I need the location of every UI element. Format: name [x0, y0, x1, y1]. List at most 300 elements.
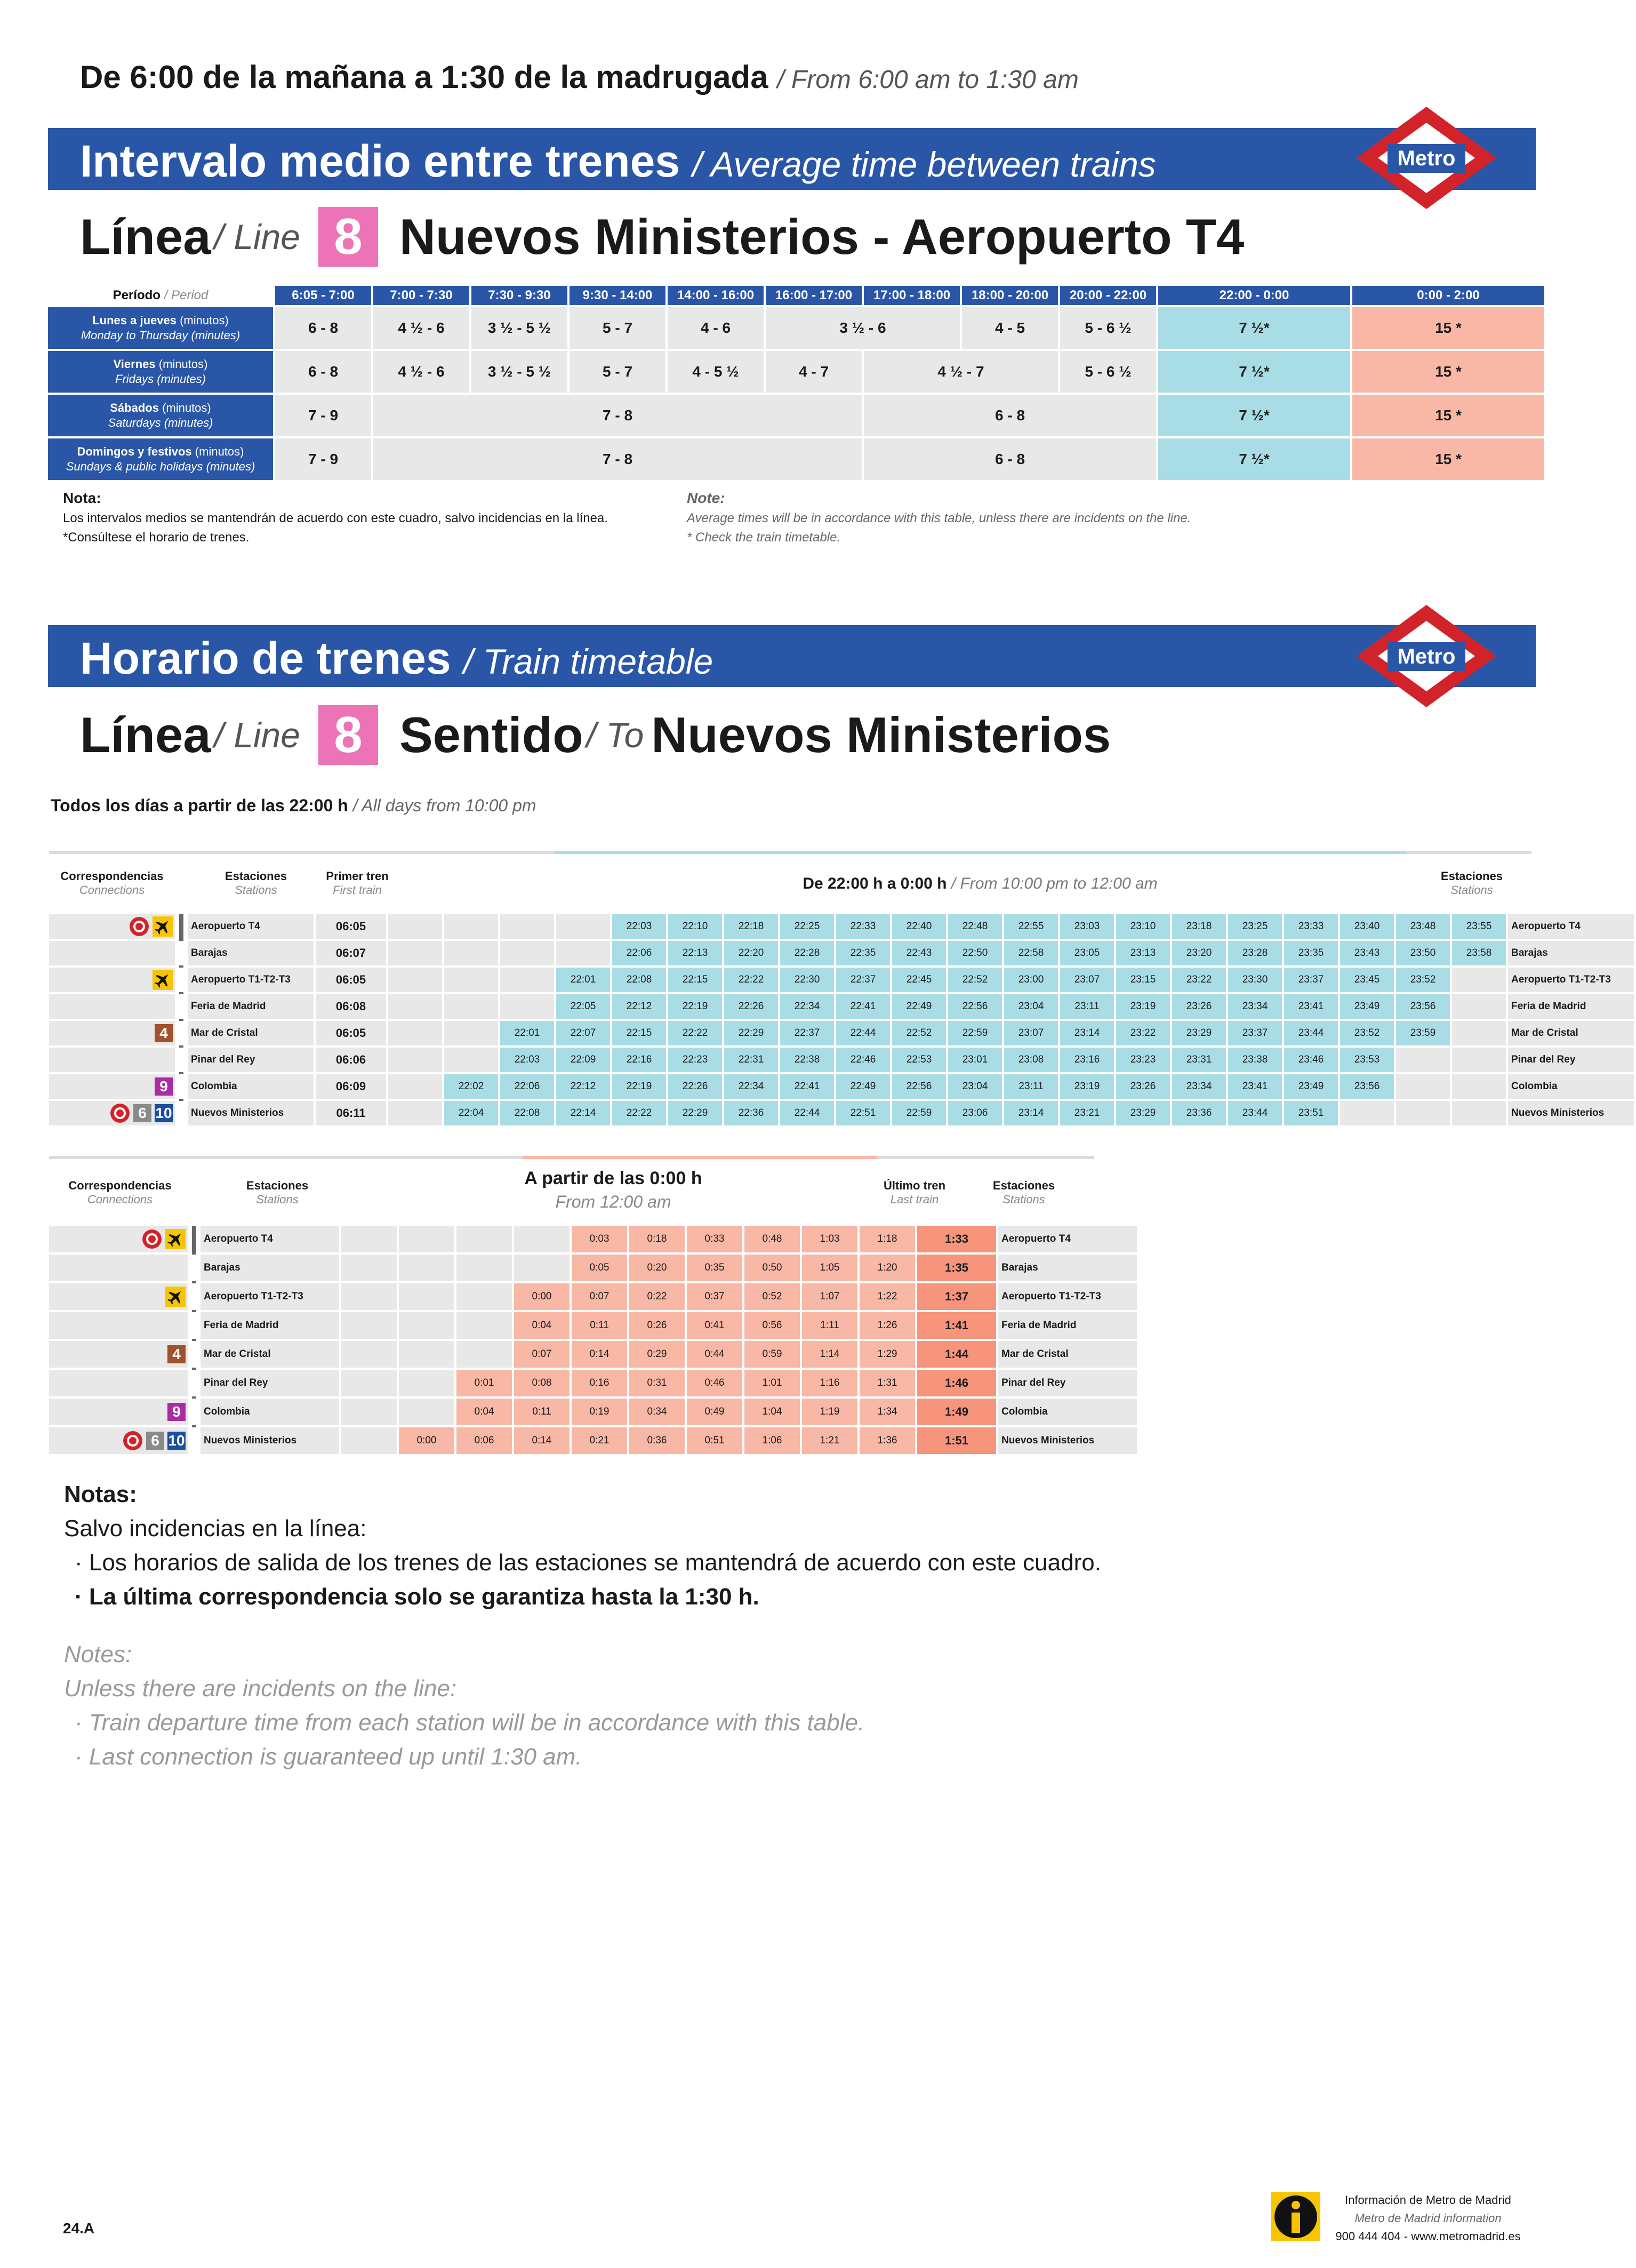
- period-header: Período / Period: [48, 286, 273, 305]
- departure-time: 23:06: [948, 1101, 1002, 1125]
- line-6-badge: 6: [133, 1104, 151, 1122]
- departure-time: [444, 1021, 498, 1045]
- departure-time: [1452, 994, 1506, 1019]
- station-name: Barajas: [998, 1255, 1137, 1281]
- departure-time: [388, 1101, 442, 1125]
- departure-time: 23:26: [1172, 994, 1226, 1019]
- connections-cell: [49, 1399, 188, 1425]
- station-name: Mar de Cristal: [201, 1341, 339, 1368]
- departure-time: 23:04: [1004, 994, 1058, 1019]
- departure-time: 23:36: [1172, 1101, 1226, 1125]
- airport-icon: [165, 1229, 186, 1249]
- departure-time: 0:11: [572, 1312, 627, 1339]
- station-name: Aeropuerto T1-T2-T3: [1508, 968, 1634, 992]
- departure-time: 23:41: [1228, 1074, 1282, 1099]
- departure-time: 22:25: [780, 914, 834, 939]
- table-row: [49, 1341, 1137, 1368]
- departure-time: [1452, 1048, 1506, 1072]
- station-name: Nuevos Ministerios: [201, 1427, 339, 1454]
- last-train-time: 1:41: [917, 1312, 996, 1339]
- h-after-midnight: A partir de las 0:00 h From 12:00 am: [524, 1168, 702, 1211]
- station-name: Colombia: [188, 1074, 314, 1099]
- direction-arrow: [190, 1312, 198, 1339]
- direction-arrow: [177, 994, 186, 1019]
- destination: Nuevos Ministerios: [651, 707, 1111, 763]
- departure-time: 23:56: [1340, 1074, 1394, 1099]
- line-label-en: / Line: [214, 217, 300, 257]
- period-col: 18:00 - 20:00: [962, 286, 1058, 305]
- departure-time: 23:59: [1396, 1021, 1450, 1045]
- station-name: Aeropuerto T4: [1508, 914, 1634, 939]
- connections-cell: [49, 1226, 188, 1252]
- departure-time: 23:10: [1116, 914, 1170, 939]
- period-col: 6:05 - 7:00: [275, 286, 371, 305]
- departure-time: 22:41: [780, 1074, 834, 1099]
- notes-en: Notes: Unless there are incidents on the line: · Train departure time from each station will be in accordance with this table. · Last connection is guaranteed up until 1:30 am.: [64, 1641, 865, 1770]
- station-name: Aeropuerto T4: [998, 1226, 1137, 1252]
- departure-time: 22:22: [724, 968, 778, 992]
- line-9-badge: 9: [155, 1077, 173, 1096]
- row-label: Domingos y festivos (minutos) Sundays & public holidays (minutes): [48, 438, 273, 480]
- departure-time: 0:31: [629, 1370, 685, 1396]
- departure-time: [341, 1370, 397, 1396]
- departure-time: 23:18: [1172, 914, 1226, 939]
- departure-time: [399, 1399, 454, 1425]
- table-row: Lunes a jueves (minutos) Monday to Thursday (minutes) 6 - 8 4 ½ - 6 3 ½ - 5 ½ 5 - 7 4 - 6 3 ½ - 6 4 - 5 5 - 6 ½ 7 ½* 15 *: [48, 307, 1544, 349]
- departure-time: 22:44: [836, 1021, 890, 1045]
- last-train-time: 1:37: [917, 1283, 996, 1310]
- station-name: Aeropuerto T1-T2-T3: [998, 1283, 1137, 1310]
- line-10-badge: 10: [155, 1105, 172, 1121]
- interval-band: [48, 128, 1536, 190]
- station-name: Aeropuerto T1-T2-T3: [201, 1283, 339, 1310]
- departure-time: 0:20: [629, 1255, 685, 1281]
- station-name: Feria de Madrid: [1508, 994, 1634, 1019]
- airport-icon: [153, 916, 173, 937]
- night-timetable: [47, 1224, 1139, 1456]
- departure-time: 0:46: [687, 1370, 742, 1396]
- departure-time: 22:15: [668, 968, 722, 992]
- station-name: Nuevos Ministerios: [188, 1101, 314, 1125]
- departure-time: 22:01: [556, 968, 610, 992]
- departure-time: 22:19: [612, 1074, 666, 1099]
- departure-time: [388, 968, 442, 992]
- departure-time: 0:49: [687, 1399, 742, 1425]
- departure-time: 0:36: [629, 1427, 685, 1454]
- departure-time: 23:03: [1060, 914, 1114, 939]
- departure-time: 0:37: [687, 1283, 742, 1310]
- service-hours: [80, 59, 1079, 95]
- h-stations: Estaciones Stations: [246, 1179, 309, 1206]
- table-row: Domingos y festivos (minutos) Sundays & public holidays (minutes) 7 - 9 7 - 8 6 - 8 7 ½* 15 *: [48, 438, 1544, 480]
- departure-time: [444, 1048, 498, 1072]
- departure-time: 1:20: [860, 1255, 915, 1281]
- departure-time: [456, 1283, 512, 1310]
- station-name: Feria de Madrid: [998, 1312, 1137, 1339]
- departure-time: 23:53: [1340, 1048, 1394, 1072]
- departure-time: 22:34: [780, 994, 834, 1019]
- departure-time: [1396, 1074, 1450, 1099]
- connections-cell: [49, 914, 175, 939]
- departure-time: 22:06: [612, 941, 666, 965]
- departure-time: 23:33: [1284, 914, 1338, 939]
- departure-time: [1452, 1101, 1506, 1125]
- departure-time: 22:38: [780, 1048, 834, 1072]
- direction-arrow: [177, 914, 186, 939]
- departure-time: 22:58: [1004, 941, 1058, 965]
- table-row: [49, 914, 1634, 939]
- connections-cell: [49, 941, 175, 965]
- last-train-time: 1:44: [917, 1341, 996, 1368]
- departure-time: 23:05: [1060, 941, 1114, 965]
- first-train-time: 06:06: [316, 1048, 386, 1072]
- info-icon: [1271, 2192, 1320, 2241]
- connections-cell: [49, 1341, 188, 1368]
- departure-time: 22:37: [836, 968, 890, 992]
- departure-time: 22:59: [892, 1101, 946, 1125]
- departure-time: 0:29: [629, 1341, 685, 1368]
- table-row: [49, 1255, 1137, 1281]
- departure-time: [556, 941, 610, 965]
- departure-time: 22:45: [892, 968, 946, 992]
- departure-time: 22:23: [668, 1048, 722, 1072]
- departure-time: 22:56: [948, 994, 1002, 1019]
- h-connections: Correspondencias Connections: [68, 1179, 172, 1206]
- departure-time: 22:44: [780, 1101, 834, 1125]
- line-10-badge: 10: [168, 1432, 185, 1449]
- departure-time: 23:01: [948, 1048, 1002, 1072]
- departure-time: 1:26: [860, 1312, 915, 1339]
- period-col: 7:30 - 9:30: [471, 286, 567, 305]
- departure-time: 0:19: [572, 1399, 627, 1425]
- table-row: [49, 1074, 1634, 1099]
- period-col: 9:30 - 14:00: [570, 286, 665, 305]
- direction-arrow: [177, 968, 186, 992]
- departure-time: 23:37: [1228, 1021, 1282, 1045]
- departure-time: 22:14: [556, 1101, 610, 1125]
- renfe-cercanias-icon: [123, 1431, 143, 1451]
- departure-time: 23:23: [1116, 1048, 1170, 1072]
- departure-time: 22:09: [556, 1048, 610, 1072]
- h-connections: Correspondencias Connections: [60, 869, 164, 897]
- departure-time: 23:35: [1284, 941, 1338, 965]
- departure-time: [341, 1427, 397, 1454]
- departure-time: 0:35: [687, 1255, 742, 1281]
- station-name: Aeropuerto T4: [188, 914, 314, 939]
- departure-time: 22:29: [724, 1021, 778, 1045]
- departure-time: 22:34: [724, 1074, 778, 1099]
- departure-time: 23:14: [1004, 1101, 1058, 1125]
- departure-time: 22:22: [612, 1101, 666, 1125]
- table-row: [49, 994, 1634, 1019]
- departure-time: 23:58: [1452, 941, 1506, 965]
- departure-time: 22:55: [1004, 914, 1058, 939]
- departure-time: 1:18: [860, 1226, 915, 1252]
- table-row: [49, 1370, 1137, 1396]
- departure-time: 22:13: [668, 941, 722, 965]
- station-name: Nuevos Ministerios: [998, 1427, 1137, 1454]
- table-row: [49, 1399, 1137, 1425]
- footer-info: Información de Metro de Madrid Metro de Madrid information 900 444 404 - www.metromadrid.es: [1327, 2191, 1529, 2246]
- metro-logo: [1354, 105, 1498, 211]
- station-name: Nuevos Ministerios: [1508, 1101, 1634, 1125]
- departure-time: 0:11: [514, 1399, 570, 1425]
- departure-time: 0:56: [744, 1312, 800, 1339]
- departure-time: 22:19: [668, 994, 722, 1019]
- direction-arrow: [190, 1283, 198, 1310]
- departure-time: 23:31: [1172, 1048, 1226, 1072]
- departure-time: 0:33: [687, 1226, 742, 1252]
- departure-time: 23:21: [1060, 1101, 1114, 1125]
- departure-time: [444, 994, 498, 1019]
- departure-time: 1:05: [802, 1255, 857, 1281]
- departure-time: 23:11: [1060, 994, 1114, 1019]
- sentido-label: Sentido: [399, 707, 583, 763]
- departure-time: 22:10: [668, 914, 722, 939]
- departure-time: 0:22: [629, 1283, 685, 1310]
- departure-time: 23:48: [1396, 914, 1450, 939]
- period-col: 7:00 - 7:30: [373, 286, 469, 305]
- direction-arrow: [190, 1427, 198, 1454]
- direction-arrow: [190, 1226, 198, 1252]
- departure-time: 22:28: [780, 941, 834, 965]
- line-6-badge: 6: [146, 1432, 164, 1450]
- table-row: [49, 941, 1634, 965]
- timetable-title-en: / Train timetable: [463, 642, 713, 681]
- departure-time: 22:52: [948, 968, 1002, 992]
- departure-time: 22:12: [556, 1074, 610, 1099]
- departure-time: 0:05: [572, 1255, 627, 1281]
- departure-time: 1:01: [744, 1370, 800, 1396]
- connections-cell: [49, 1255, 188, 1281]
- departure-time: 23:55: [1452, 914, 1506, 939]
- h-last-train: Último tren Last train: [883, 1179, 946, 1206]
- departure-time: 23:13: [1116, 941, 1170, 965]
- departure-time: [514, 1255, 570, 1281]
- station-name: Barajas: [1508, 941, 1634, 965]
- station-name: Pinar del Rey: [1508, 1048, 1634, 1072]
- last-train-time: 1:35: [917, 1255, 996, 1281]
- metro-logo: [1354, 603, 1498, 709]
- table-row: [49, 1312, 1137, 1339]
- notes-title: Notas:: [64, 1481, 137, 1507]
- departure-time: 0:26: [629, 1312, 685, 1339]
- departure-time: 1:21: [802, 1427, 857, 1454]
- departure-time: [341, 1341, 397, 1368]
- departure-time: [514, 1226, 570, 1252]
- header-rule-accent: [555, 851, 1406, 854]
- row-label: Lunes a jueves (minutos) Monday to Thursday (minutes): [48, 307, 273, 349]
- departure-time: 22:31: [724, 1048, 778, 1072]
- departure-time: 22:33: [836, 914, 890, 939]
- period-col: 20:00 - 22:00: [1060, 286, 1156, 305]
- departure-time: [388, 1021, 442, 1045]
- departure-time: 22:18: [724, 914, 778, 939]
- departure-time: 23:19: [1060, 1074, 1114, 1099]
- first-train-time: 06:08: [316, 994, 386, 1019]
- departure-time: 23:34: [1172, 1074, 1226, 1099]
- departure-time: 23:07: [1004, 1021, 1058, 1045]
- departure-time: [399, 1341, 454, 1368]
- last-train-time: 1:46: [917, 1370, 996, 1396]
- airport-icon: [153, 970, 173, 990]
- departure-time: 0:14: [514, 1427, 570, 1454]
- table-row: [49, 968, 1634, 992]
- departure-time: 23:34: [1228, 994, 1282, 1019]
- station-name: Mar de Cristal: [1508, 1021, 1634, 1045]
- last-train-time: 1:33: [917, 1226, 996, 1252]
- departure-time: 22:48: [948, 914, 1002, 939]
- departure-time: [388, 1048, 442, 1072]
- period-col: 16:00 - 17:00: [766, 286, 862, 305]
- line-label-en: / Line: [214, 715, 300, 755]
- departure-time: 22:56: [892, 1074, 946, 1099]
- departure-time: 23:41: [1284, 994, 1338, 1019]
- departure-time: 23:56: [1396, 994, 1450, 1019]
- station-name: Mar de Cristal: [998, 1341, 1137, 1368]
- departure-time: [1340, 1101, 1394, 1125]
- line-4-badge: 4: [167, 1345, 186, 1363]
- departure-time: 22:15: [612, 1021, 666, 1045]
- station-name: Feria de Madrid: [188, 994, 314, 1019]
- table-row: [49, 1101, 1634, 1125]
- h-stations-right: Estaciones Stations: [992, 1179, 1055, 1206]
- departure-time: 22:36: [724, 1101, 778, 1125]
- departure-time: 0:16: [572, 1370, 627, 1396]
- period-col: 17:00 - 18:00: [864, 286, 960, 305]
- departure-time: 22:35: [836, 941, 890, 965]
- station-name: Pinar del Rey: [998, 1370, 1137, 1396]
- departure-time: 1:16: [802, 1370, 857, 1396]
- period-col: 22:00 - 0:00: [1158, 286, 1350, 305]
- station-name: Colombia: [1508, 1074, 1634, 1099]
- departure-time: 1:22: [860, 1283, 915, 1310]
- departure-time: 23:51: [1284, 1101, 1338, 1125]
- departure-time: 22:53: [892, 1048, 946, 1072]
- renfe-cercanias-icon: [129, 916, 149, 937]
- interval-title: Intervalo medio entre trenes: [80, 136, 680, 186]
- table-row: [49, 1048, 1634, 1072]
- nota-es: Nota: Los intervalos medios se mantendrán de acuerdo con este cuadro, salvo incidencias en la línea. *Consúltese el horario de trenes.: [63, 490, 608, 545]
- connections-cell: [49, 968, 175, 992]
- svg-text:Metro: Metro: [1397, 147, 1456, 170]
- departure-time: 23:08: [1004, 1048, 1058, 1072]
- departure-time: 23:29: [1116, 1101, 1170, 1125]
- departure-time: 22:03: [500, 1048, 554, 1072]
- interval-line-row: [80, 207, 1244, 267]
- departure-time: 22:12: [612, 994, 666, 1019]
- interval-title-en: / Average time between trains: [692, 145, 1156, 184]
- departure-time: 23:52: [1396, 968, 1450, 992]
- departure-time: 1:19: [802, 1399, 857, 1425]
- station-name: Colombia: [201, 1399, 339, 1425]
- connections-cell: [49, 1370, 188, 1396]
- connections-cell: [49, 1048, 175, 1072]
- departure-time: [500, 914, 554, 939]
- departure-time: 0:59: [744, 1341, 800, 1368]
- departure-time: 22:04: [444, 1101, 498, 1125]
- departure-time: [1452, 1074, 1506, 1099]
- evening-timetable: [47, 912, 1636, 1128]
- departure-time: 22:51: [836, 1101, 890, 1125]
- station-name: Mar de Cristal: [188, 1021, 314, 1045]
- last-train-time: 1:49: [917, 1399, 996, 1425]
- departure-time: [556, 914, 610, 939]
- connections-cell: [49, 994, 175, 1019]
- departure-time: [341, 1226, 397, 1252]
- departure-time: 23:29: [1172, 1021, 1226, 1045]
- allday-note: Todos los días a partir de las 22:00 h / All days from 10:00 pm: [51, 796, 536, 815]
- to-label-en: / To: [586, 715, 644, 755]
- departure-time: 0:03: [572, 1226, 627, 1252]
- departure-time: 22:40: [892, 914, 946, 939]
- departure-time: [341, 1399, 397, 1425]
- interval-table: [46, 284, 1546, 482]
- hours-es: De 6:00 de la mañana a 1:30 de la madrugada: [80, 59, 768, 95]
- departure-time: [341, 1312, 397, 1339]
- nota-en: Note: Average times will be in accordance with this table, unless there are incidents on the line. * Check the train timetable.: [687, 490, 1191, 545]
- departure-time: 0:48: [744, 1226, 800, 1252]
- first-train-time: 06:05: [316, 914, 386, 939]
- airport-icon: [165, 1287, 186, 1307]
- departure-time: 1:36: [860, 1427, 915, 1454]
- departure-time: 1:34: [860, 1399, 915, 1425]
- connections-cell: [49, 1101, 175, 1125]
- direction-arrow: [177, 1048, 186, 1072]
- departure-time: 1:04: [744, 1399, 800, 1425]
- station-name: Aeropuerto T4: [201, 1226, 339, 1252]
- departure-time: 0:04: [514, 1312, 570, 1339]
- timetable-band: [48, 625, 1536, 687]
- departure-time: [388, 914, 442, 939]
- departure-time: 22:26: [668, 1074, 722, 1099]
- departure-time: 0:01: [456, 1370, 512, 1396]
- station-name: Barajas: [201, 1255, 339, 1281]
- departure-time: 23:00: [1004, 968, 1058, 992]
- departure-time: 23:26: [1116, 1074, 1170, 1099]
- departure-time: 23:28: [1228, 941, 1282, 965]
- departure-time: [500, 941, 554, 965]
- departure-time: [500, 994, 554, 1019]
- departure-time: 0:14: [572, 1341, 627, 1368]
- table-row: [49, 1021, 1634, 1045]
- departure-time: [456, 1255, 512, 1281]
- departure-time: 22:41: [836, 994, 890, 1019]
- departure-time: [388, 994, 442, 1019]
- departure-time: 22:49: [892, 994, 946, 1019]
- departure-time: [388, 941, 442, 965]
- departure-time: [1452, 968, 1506, 992]
- direction-arrow: [177, 1074, 186, 1099]
- departure-time: 22:43: [892, 941, 946, 965]
- h-stations: Estaciones Stations: [224, 869, 287, 897]
- departure-time: 0:34: [629, 1399, 685, 1425]
- last-train-time: 1:51: [917, 1427, 996, 1454]
- footer-contact: 900 444 404 - www.metromadrid.es: [1335, 2230, 1521, 2243]
- station-name: Barajas: [188, 941, 314, 965]
- direction-arrow: [177, 1021, 186, 1045]
- departure-time: [388, 1074, 442, 1099]
- table-row: Viernes (minutos) Fridays (minutes) 6 - 8 4 ½ - 6 3 ½ - 5 ½ 5 - 7 4 - 5 ½ 4 - 7 4 ½ - 7 5 - 6 ½ 7 ½* 15 *: [48, 351, 1544, 393]
- departure-time: 23:15: [1116, 968, 1170, 992]
- station-name: Pinar del Rey: [201, 1370, 339, 1396]
- departure-time: 1:07: [802, 1283, 857, 1310]
- departure-time: 23:40: [1340, 914, 1394, 939]
- direction-arrow: [190, 1399, 198, 1425]
- departure-time: [399, 1312, 454, 1339]
- departure-time: 22:46: [836, 1048, 890, 1072]
- connections-cell: [49, 1074, 175, 1099]
